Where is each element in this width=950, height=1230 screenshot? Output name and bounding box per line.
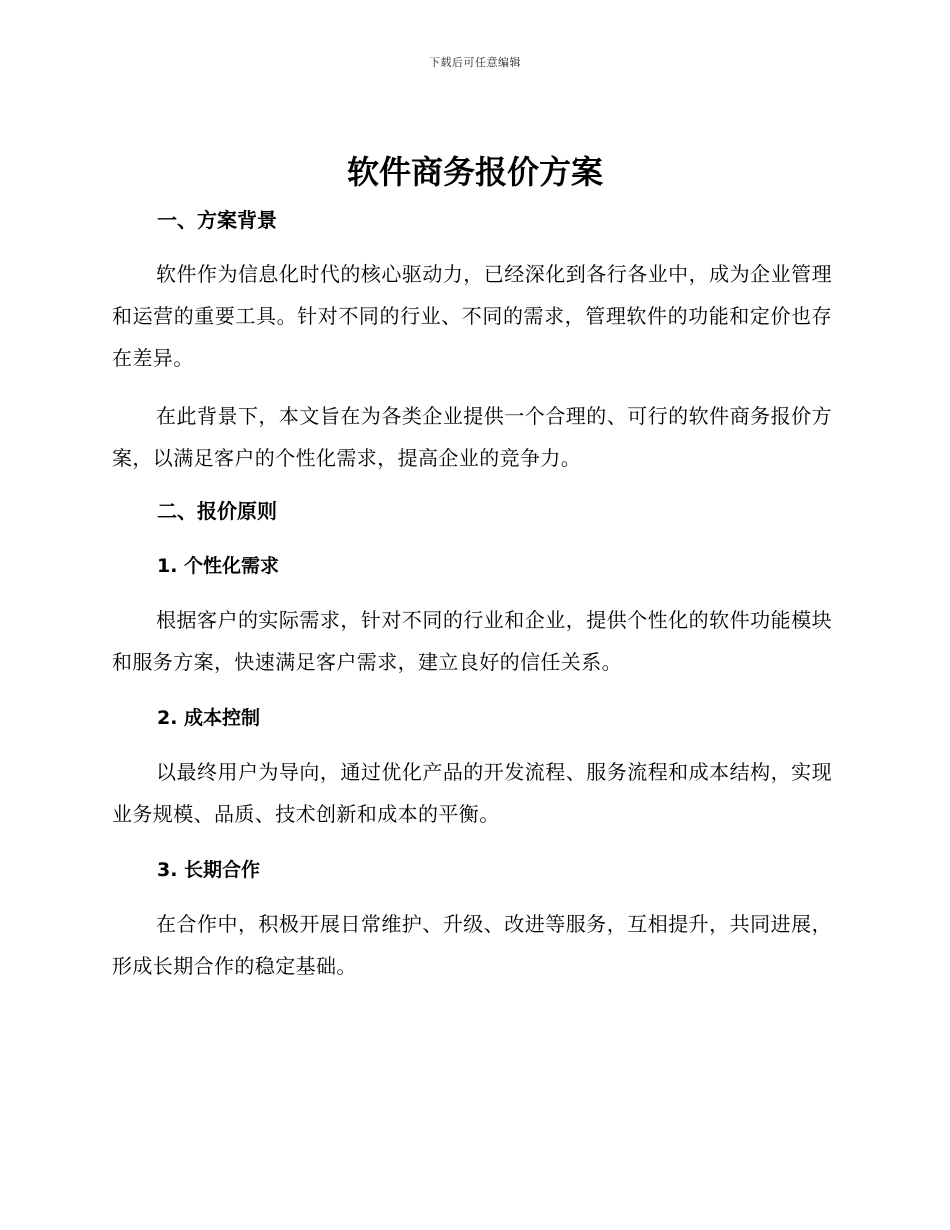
section-heading-background: 一、方案背景 [157, 208, 277, 232]
header-note: 下载后可任意编辑 [429, 56, 521, 69]
principle-title-2: 2. 成本控制 [157, 707, 261, 729]
background-paragraph-1: 软件作为信息化时代的核心驱动力，已经深化到各行各业中，成为企业管理和运营的重要工具。针对不同的行业、不同的需求，管理软件的功能和定价也存在差异。 [112, 262, 832, 370]
principle-title-3: 3. 长期合作 [157, 859, 261, 881]
principle-text-1: 根据客户的实际需求，针对不同的行业和企业，提供个性化的软件功能模块和服务方案，快速满足客户需求，建立良好的信任关系。 [112, 608, 832, 674]
document-title: 软件商务报价方案 [346, 153, 603, 191]
background-paragraph-2: 在此背景下，本文旨在为各类企业提供一个合理的、可行的软件商务报价方案，以满足客户的个性化需求，提高企业的竞争力。 [112, 404, 832, 470]
section-heading-principles: 二、报价原则 [157, 499, 277, 523]
principle-text-3: 在合作中，积极开展日常维护、升级、改进等服务，互相提升，共同进展，形成长期合作的稳定基础。 [112, 912, 832, 978]
principle-title-1: 1. 个性化需求 [157, 555, 280, 577]
principle-text-2: 以最终用户为导向，通过优化产品的开发流程、服务流程和成本结构，实现业务规模、品质、技术创新和成本的平衡。 [112, 760, 832, 826]
